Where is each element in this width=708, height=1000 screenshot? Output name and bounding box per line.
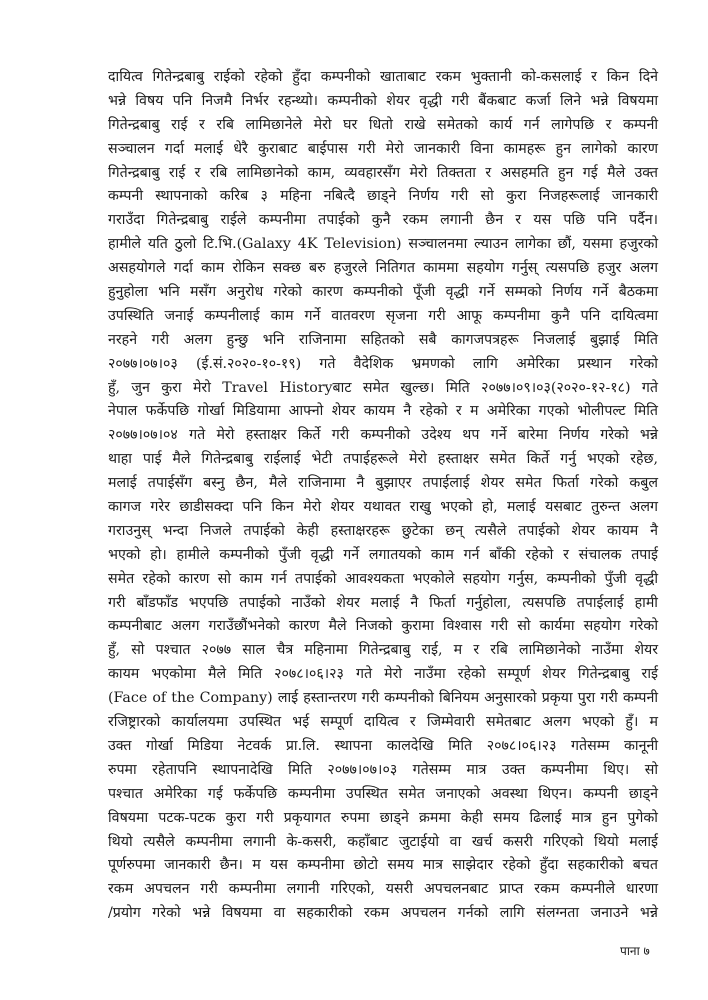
text-line: भन्ने विषय पनि निजमै निर्भर रहन्थ्यो। कम्पनीको शेयर वृद्धी गरी बैंकबाट कर्जा लिने भन्ने विषयमा — [108, 92, 658, 109]
text-line: रजिष्ट्रारको कार्यालयमा उपस्थित भई सम्पूर्ण दायित्व र जिम्मेवारी समेतबाट अलग भएको हुँ। म — [108, 714, 658, 731]
text-line: पूर्णरुपमा जानकारी छैन। म यस कम्पनीमा छोटो समय मात्र साझेदार रहेको हुँदा सहकारीको बचत — [108, 857, 658, 874]
text-line: (Face of the Company) लाई हस्तान्तरण गरी कम्पनीको बिनियम अनुसारको प्रकृया पुरा गरी कम्पनी — [108, 690, 658, 707]
text-line: गरी बाँडफाँड भएपछि तपाईको नाउँको शेयर मलाई नै फिर्ता गर्नुहोला, त्यसपछि तपाईलाई हामी — [108, 594, 658, 611]
text-line: रुपमा रहेतापनि स्थापनादेखि मिति २०७७।०७।०३ गतेसम्म मात्र उक्त कम्पनीमा थिए। सो — [108, 761, 658, 778]
text-line: नेपाल फर्केपछि गोर्खा मिडियामा आफ्नो शेयर कायम नै रहेको र म अमेरिका गएको भोलीपल्ट मिति — [108, 403, 658, 420]
text-line: गितेन्द्रबाबु राई र रबि लामिछानेको काम, व्यवहारसँग मेरो तिक्तता र असहमति हुन गई मैले उक्त — [108, 164, 658, 181]
text-line: गराउँदा गितेन्द्रबाबु राईले कम्पनीमा तपाईको कुनै रकम लगानी छैन र यस पछि पनि पर्दैन। — [108, 212, 658, 229]
text-line: नरहने गरी अलग हुन्छु भनि राजिनामा सहितको सबै कागजपत्रहरू निजलाई बुझाई मिति — [108, 331, 658, 348]
text-line: थियो त्यसैले कम्पनीमा लगानी के-कसरी, कहाँबाट जुटाईयो वा खर्च कसरी गरिएको थियो मलाई — [108, 833, 658, 850]
text-line: कायम भएकोमा मैले मिति २०७८।०६।२३ गते मेरो नाउँमा रहेको सम्पूर्ण शेयर गितेन्द्रबाबु राई — [108, 666, 658, 683]
text-line: गितेन्द्रबाबु राई र रबि लामिछानेले मेरो घर धितो राखे समेतको कार्य गर्न लागेपछि र कम्पनी — [108, 116, 658, 133]
text-line: कागज गरेर छाडीसक्दा पनि किन मेरो शेयर यथावत राखु भएको हो, मलाई यसबाट तुरुन्त अलग — [108, 499, 658, 516]
text-line: थाहा पाई मैले गितेन्द्रबाबु राईलाई भेटी तपाईहरूले मेरो हस्ताक्षर समेत किर्ते गर्नु भएको रहेछ, — [108, 451, 658, 468]
text-line: पश्चात अमेरिका गई फर्केपछि कम्पनीमा उपस्थित समेत जनाएको अवस्था थिएन। कम्पनी छाड्ने — [108, 785, 658, 802]
text-line: हुनुहोला भनि मसँग अनुरोध गरेको कारण कम्पनीको पूँजी वृद्धी गर्ने सम्मको निर्णय गर्ने बैठकमा — [108, 284, 658, 301]
text-line: हुँ, सो पश्चात २०७७ साल चैत्र महिनामा गितेन्द्रबाबु राई, म र रबि लामिछानेको नाउँमा शेयर — [108, 642, 658, 659]
text-line: कम्पनीबाट अलग गराउँछौंभनेको कारण मैले निजको कुरामा विश्वास गरी सो कार्यमा सहयोग गरेको — [108, 618, 658, 635]
text-line: रकम अपचलन गरी कम्पनीमा लगानी गरिएको, यसरी अपचलनबाट प्राप्त रकम कम्पनीले धारणा — [108, 881, 658, 898]
document-body — [108, 66, 658, 926]
text-line: कम्पनी स्थापनाको करिब ३ महिना नबित्दै छाड्ने निर्णय गरी सो कुरा निजहरूलाई जानकारी — [108, 188, 658, 205]
text-line: हुँ, जुन कुरा मेरो Travel Historyबाट समेत खुल्छ। मिति २०७७।०९।०३(२०२०-१२-१८) गते — [108, 379, 658, 396]
text-line: २०७७।०७।०४ गते मेरो हस्ताक्षर किर्ते गरी कम्पनीको उदेश्य थप गर्ने बारेमा निर्णय गरेको भन्ने — [108, 427, 658, 444]
text-line: उपस्थिति जनाई कम्पनीलाई काम गर्ने वातवरण सृजना गरी आफू कम्पनीमा कुनै पनि दायित्वमा — [108, 307, 658, 324]
text-line: सञ्चालन गर्दा मलाई धेरै कुराबाट बाईपास गरी मेरो जानकारी विना कामहरू हुन लागेको कारण — [108, 140, 658, 157]
text-line: २०७७।०७।०३ (ई.सं.२०२०-१०-१९) गते वैदेशिक भ्रमणको लागि अमेरिका प्रस्थान गरेको — [108, 355, 658, 372]
page-number: पाना ७ — [620, 944, 650, 958]
text-line: हामीले यति ठुलो टि.भि.(Galaxy 4K Television) सञ्चालनमा ल्याउन लागेका छौं, यसमा हजुरको — [108, 236, 658, 253]
text-line: भएको हो। हामीले कम्पनीको पुँजी वृद्धी गर्ने लगातयको काम गर्न बाँकी रहेको र संचालक तपाई — [108, 546, 658, 563]
text-line: गराउनुस् भन्दा निजले तपाईको केही हस्ताक्षरहरू छुटेका छन् त्यसैले तपाईको शेयर कायम नै — [108, 522, 658, 539]
text-line: विषयमा पटक-पटक कुरा गरी प्रकृयागत रुपमा छाड्ने क्रममा केही समय ढिलाई मात्र हुन पुगेको — [108, 809, 658, 826]
text-line: मलाई तपाईसँग बस्नु छैन, मैले राजिनामा नै बुझाएर तपाईलाई शेयर समेत फिर्ता गरेको कबुल — [108, 475, 658, 492]
text-line: /प्रयोग गरेको भन्ने विषयमा वा सहकारीको रकम अपचलन गर्नको लागि संलग्नता जनाउने भन्ने — [108, 905, 658, 922]
text-line: उक्त गोर्खा मिडिया नेटवर्क प्रा.लि. स्थापना कालदेखि मिति २०७८।०६।२३ गतेसम्म कानूनी — [108, 737, 658, 754]
text-line: दायित्व गितेन्द्रबाबु राईको रहेको हुँदा कम्पनीको खाताबाट रकम भुक्तानी को-कसलाई र किन दिने — [108, 69, 658, 85]
text-line: समेत रहेको कारण सो काम गर्न तपाईको आवश्यकता भएकोले सहयोग गर्नुस, कम्पनीको पुँजी वृद्धी — [108, 570, 658, 587]
text-line: असहयोगले गर्दा काम रोकिन सक्छ बरु हजुरले नितिगत काममा सहयोग गर्नुस् त्यसपछि हजुर अलग — [108, 260, 658, 277]
